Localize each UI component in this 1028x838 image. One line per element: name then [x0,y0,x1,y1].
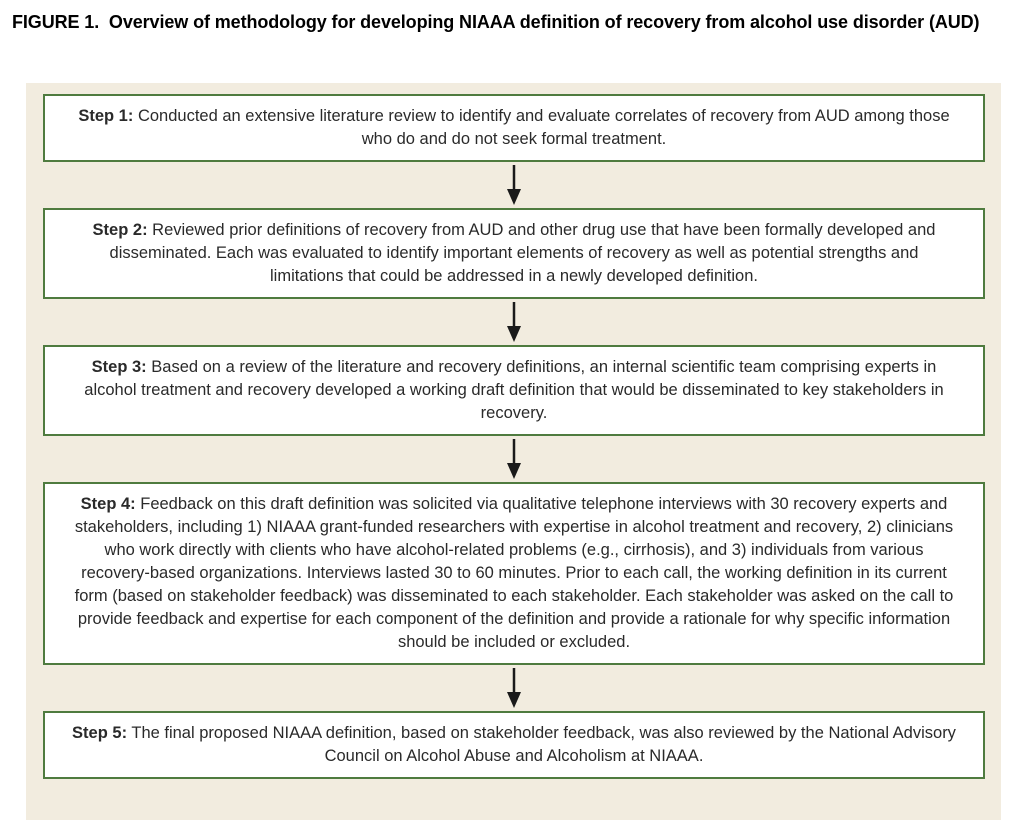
step-3-label: Step 3: [91,358,147,376]
down-arrow-icon [506,665,522,711]
step-4-text: Feedback on this draft definition was solicited via qualitative telephone interviews with 30 recovery experts and stakeholders, including 1) NIAAA grant-funded researchers with expertise in alcohol treatment and recovery, 2) clinicians who work directly with clients who have alcohol-related problems (e.g., cirrhosis), and 3) individuals from various recovery-based organizations. Interviews lasted 30 to 60 minutes. Prior to each call, the working definition in its current form (based on stakeholder feedback) was disseminated to each stakeholder. Each stakeholder was asked on the call to provide feedback and expertise for each component of the definition and provide a rationale for why specific information should be included or excluded. [74,495,954,651]
step-box-1 [43,94,985,162]
step-3-text: Based on a review of the literature and recovery definitions, an internal scientific team comprising experts in alcohol treatment and recovery developed a working draft definition that would be disseminated to key stakeholders in recovery. [84,358,944,422]
down-arrow-icon [506,436,522,482]
step-2-text: Reviewed prior definitions of recovery from AUD and other drug use that have been formally developed and disseminated. Each was evaluated to identify important elements of recovery as well as potential strengths and limitations that could be addressed in a newly developed definition. [109,221,936,285]
step-1-text: Conducted an extensive literature review to identify and evaluate correlates of recovery from AUD among those who do and do not seek formal treatment. [137,107,950,148]
step-box-2 [43,208,985,299]
down-arrow-icon [506,162,522,208]
figure-title: FIGURE 1. Overview of methodology for developing NIAAA definition of recovery from alcohol use disorder (AUD) [12,12,980,32]
step-box-3 [43,345,985,436]
step-4-label: Step 4: [80,495,136,513]
flowchart-panel [26,83,1001,820]
step-2-label: Step 2: [92,221,148,239]
down-arrow-icon [506,299,522,345]
step-1-label: Step 1: [78,107,134,125]
step-5-label: Step 5: [72,724,128,742]
step-box-5 [43,711,985,779]
step-5-text: The final proposed NIAAA definition, based on stakeholder feedback, was also reviewed by the National Advisory Council on Alcohol Abuse and Alcoholism at NIAAA. [131,724,956,765]
step-box-4 [43,482,985,665]
